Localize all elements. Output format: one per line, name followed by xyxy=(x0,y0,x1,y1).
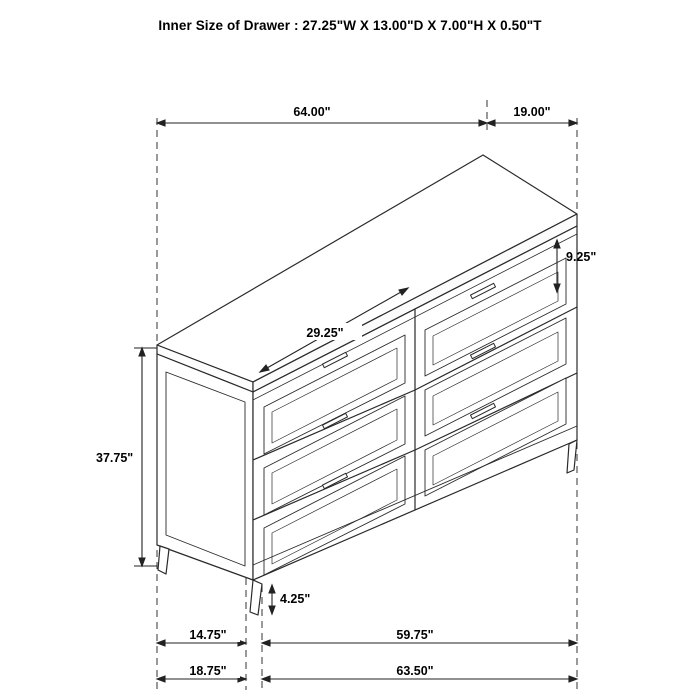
dimension-label-case-top-width: 29.25" xyxy=(306,326,344,340)
dimension-label-side-bottom: 14.75" xyxy=(189,628,227,642)
dresser-drawing xyxy=(157,155,577,615)
dimension-label-side-depth: 9.25" xyxy=(566,250,597,264)
dimension-label-front-bottom: 59.75" xyxy=(396,628,434,642)
dimension-line-4-25 xyxy=(269,585,275,614)
dimension-line-37-75 xyxy=(134,348,157,566)
dimension-label-overall-height: 37.75" xyxy=(96,451,134,465)
dimension-line-top xyxy=(157,120,577,126)
dimension-label-base-width: 63.50" xyxy=(396,664,434,678)
page-title: Inner Size of Drawer : 27.25"W X 13.00"D X 7.00"H X 0.50"T xyxy=(158,18,542,33)
dimension-label-top-width: 64.00" xyxy=(293,105,331,119)
dimension-label-leg-height: 4.25" xyxy=(280,592,311,606)
dimension-label-base-depth: 18.75" xyxy=(189,664,227,678)
dimension-label-top-depth: 19.00" xyxy=(513,105,551,119)
